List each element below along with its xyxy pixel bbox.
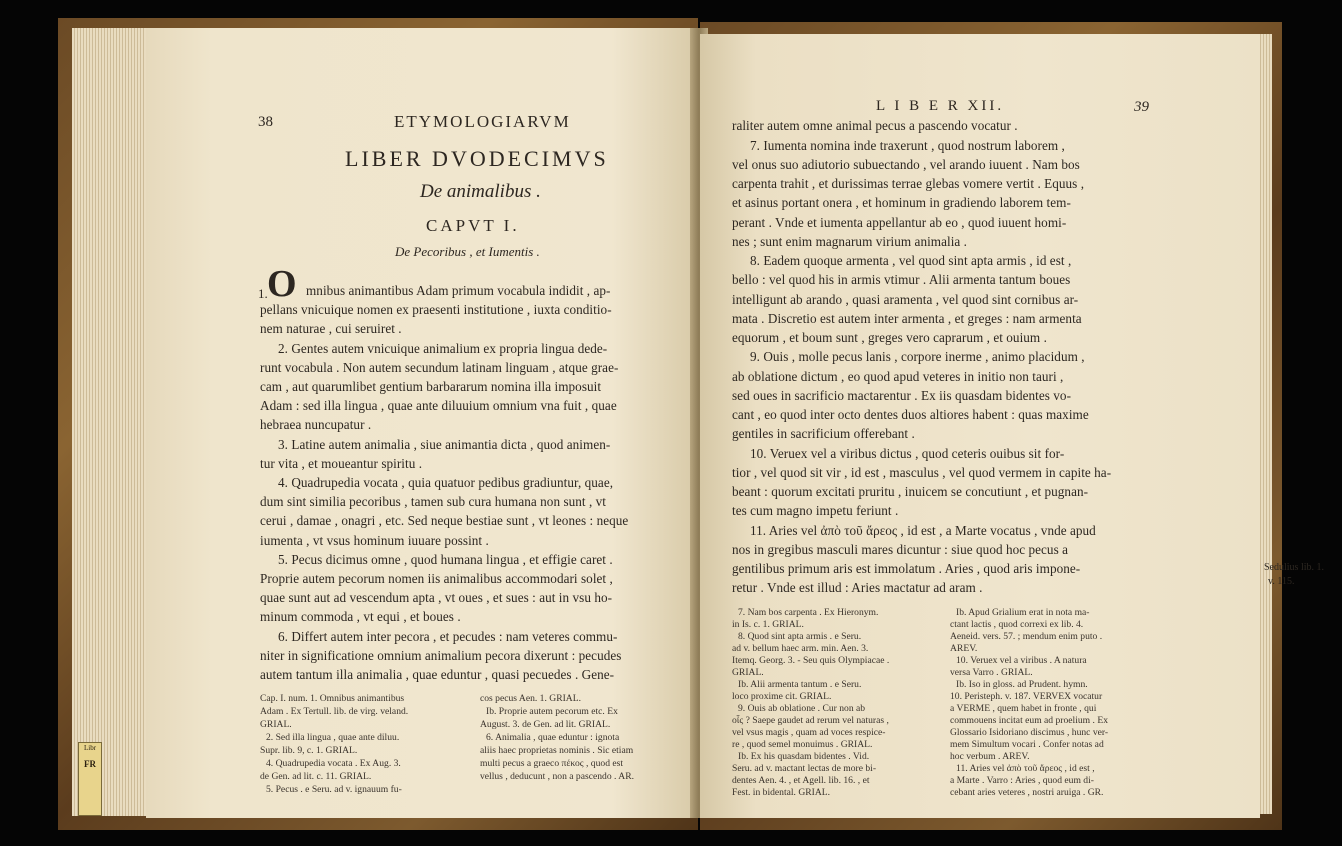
body-line: tur vita , et moueantur spiritu .	[260, 456, 423, 471]
left-page	[146, 28, 694, 818]
body-line: nem naturae , cui seruiret .	[260, 321, 402, 336]
body-line: retur . Vnde est illud : Aries mactatur ad aram .	[732, 580, 983, 595]
body-line: Proprie autem pecorum nomen iis animalibus accommodari solet ,	[260, 571, 613, 586]
body-line: 8. Eadem quoque armenta , vel quod sint apta armis , id est ,	[750, 253, 1072, 268]
body-line: 3. Latine autem animalia , siue animantia dicta , quod animen-	[278, 437, 611, 452]
footnote-line: vellus , deducunt , non a pascendo . AR.	[480, 771, 635, 782]
body-line: runt vocabula . Non autem secundum latinam linguam , atque grae-	[260, 360, 619, 375]
body-line: gentilibus primum aris est immolatum . Aries , quod aris impone-	[732, 561, 1081, 576]
body-line: niter in significatione omnium animalium pecora dixerunt : pecudes	[260, 648, 622, 663]
body-line: nes ; sunt enim magnarum virium animalia .	[732, 234, 968, 249]
section-number-1: 1.	[258, 286, 268, 301]
footnote-line: GRIAL.	[260, 719, 292, 730]
footnote-line: Aeneid. vers. 57. ; mendum enim puto .	[950, 631, 1103, 642]
body-line: beant : quorum excitati pruritu , inuicem se concutiunt , et pugnan-	[732, 484, 1089, 499]
footnote-line: cos pecus Aen. 1. GRIAL.	[480, 693, 581, 704]
running-head: L I B E R XII.	[876, 98, 1005, 114]
body-line: iumenta , vt vsus hominum iuuare possint .	[260, 533, 489, 548]
body-line: 6. Differt autem inter pecora , et pecudes : nam veteres commu-	[278, 629, 618, 644]
footnote-line: multi pecus a graeco πέκος , quod est	[480, 758, 624, 769]
body-line: 7. Iumenta nomina inde traxerunt , quod nostrum laborem ,	[750, 138, 1065, 153]
page-number: 39	[1134, 99, 1149, 115]
body-line: perant . Vnde et iumenta appellantur ab eo , quod iuuent homi-	[732, 215, 1067, 230]
body-line: 4. Quadrupedia vocata , quia quatuor pedibus gradiuntur, quae,	[278, 475, 614, 490]
footnote-line: AREV.	[950, 643, 978, 654]
body-line: vel onus suo adiutorio subuectando , vel arando iuuent . Nam bos	[732, 157, 1080, 172]
footnote-line: 8. Quod sint apta armis . e Seru.	[738, 631, 862, 642]
footnote-line: 11. Aries vel ἀπὸ τοῦ ἄρεος , id est ,	[956, 763, 1095, 774]
footnote-line: loco proxime cit. GRIAL.	[732, 691, 832, 702]
footnote-line: Ib. Proprie autem pecorum etc. Ex	[486, 706, 618, 717]
body-line: tes cum magno impetu feriunt .	[732, 503, 899, 518]
footnote-line: 6. Animalia , quae eduntur : ignota	[486, 732, 620, 743]
body-line: bello : vel quod his in armis vtimur . Alii armenta tantum boues	[732, 272, 1071, 287]
footnote-line: cebant aries veteres , nostri aruiga . GR.	[950, 787, 1104, 798]
footnote-line: re , quod semel monuimus . GRIAL.	[732, 739, 873, 750]
body-line: dum sint similia pecoribus , tamen sub cura humana non sunt , vt	[260, 494, 607, 509]
footnote-line: 10. Veruex vel a viribus . A natura	[956, 655, 1087, 666]
footnote-line: commouens incitat eum ad proelium . Ex	[950, 715, 1108, 726]
body-line: sed oues in sacrificio mactarentur . Ex iis quasdam bidentes vo-	[732, 388, 1072, 403]
body-line: equorum , et boum sunt , greges vero caprarum , et ouium .	[732, 330, 1047, 345]
body-line: 11. Aries vel ἀπὸ τοῦ ἄρεος , id est , a Marte vocatus , vnde apud	[750, 523, 1096, 538]
body-line: 2. Gentes autem vnicuique animalium ex propria lingua dede-	[278, 341, 608, 356]
body-line: mata . Discretio est autem inter armenta , et greges : nam armenta	[732, 311, 1082, 326]
footnote-line: οἶς ? Saepe gaudet ad rerum vel naturas ,	[732, 715, 889, 726]
footnote-line: ctant lactis , quod correxi ex lib. 4.	[950, 619, 1084, 630]
margin-note-line: v. 115.	[1268, 576, 1295, 587]
footnote-line: 7. Nam bos carpenta . Ex Hieronym.	[738, 607, 879, 618]
footnote-line: 5. Pecus . e Seru. ad v. ignauum fu-	[266, 784, 402, 795]
left-page-edges	[72, 28, 148, 816]
footnote-line: Fest. in bidental. GRIAL.	[732, 787, 831, 798]
body-line: 5. Pecus dicimus omne , quod humana lingua , et effigie caret .	[278, 552, 613, 567]
footnote-line: Adam . Ex Tertull. lib. de virg. veland.	[260, 706, 409, 717]
body-line: cam , aut quarumlibet gentium barbararum nomina illa imposuit	[260, 379, 602, 394]
footnote-line: 2. Sed illa lingua , quae ante diluu.	[266, 732, 400, 743]
body-line: minum commoda , vt equi , et boues .	[260, 609, 461, 624]
chapter-title: CAPVT I.	[426, 216, 520, 235]
footnote-line: Ib. Apud Grialium erat in nota ma-	[956, 607, 1090, 618]
body-line: pellans vnicuique nomen ex praesenti institutione , iuxta conditio-	[260, 302, 612, 317]
body-line: Adam : sed illa lingua , quae ante diluuium omnium vna fuit , quae	[260, 398, 617, 413]
footnote-line: Supr. lib. 9, c. 1. GRIAL.	[260, 745, 358, 756]
footnote-line: Ib. Ex his quasdam bidentes . Vid.	[738, 751, 870, 762]
footnote-line: mem Simultum vocari . Confer notas ad	[950, 739, 1104, 750]
footnote-line: dentes Aen. 4. , et Agell. lib. 16. , et	[732, 775, 870, 786]
library-label-line-2: FR	[84, 759, 96, 769]
library-label-line-1: Libr	[83, 744, 97, 752]
body-line: mnibus animantibus Adam primum vocabula indidit , ap-	[306, 283, 611, 298]
footnote-line: ad v. bellum haec arm. min. Aen. 3.	[732, 643, 869, 654]
body-line: gentiles in sacrificium offerebant .	[732, 426, 915, 441]
body-line: et asinus portant onera , et hominum in gradiendo laborem tem-	[732, 195, 1071, 210]
footnote-line: versa Varro . GRIAL.	[950, 667, 1033, 678]
footnote-line: hoc verbum . AREV.	[950, 751, 1030, 762]
footnote-line: Itemq. Georg. 3. - Seu quis Olympiacae .	[732, 655, 890, 666]
body-line: nos in gregibus masculi mares dicuntur : siue quod hoc pecus a	[732, 542, 1069, 557]
footnote-line: Glossario Isidoriano discimus , hunc ver-	[950, 727, 1109, 738]
margin-note-line: Sedulius lib. 1.	[1264, 562, 1325, 573]
body-line: raliter autem omne animal pecus a pascendo vocatur .	[732, 118, 1018, 133]
footnote-line: aliis haec proprietas nominis . Sic etiam	[480, 745, 634, 756]
body-line: quae sunt aut ad vescendum apta , vt oues , et sues : aut in vsu ho-	[260, 590, 613, 605]
footnote-line: Ib. Iso in gloss. ad Prudent. hymn.	[956, 679, 1088, 690]
body-line: cant , eo quod inter octo dentes duos altiores habent : quas maxime	[732, 407, 1089, 422]
footnote-line: de Gen. ad lit. c. 11. GRIAL.	[260, 771, 372, 782]
running-head: ETYMOLOGIARVM	[394, 112, 571, 131]
footnote-line: 9. Ouis ab oblatione . Cur non ab	[738, 703, 866, 714]
body-line: cerui , damae , onagri , etc. Sed neque bestiae sunt , vt leones : neque	[260, 513, 629, 528]
footnote-line: Ib. Alii armenta tantum . e Seru.	[738, 679, 862, 690]
page-number: 38	[258, 114, 273, 130]
footnote-line: a VERME , quem habet in fronte , qui	[950, 703, 1097, 714]
body-line: 9. Ouis , molle pecus lanis , corpore inerme , animo placidum ,	[750, 349, 1085, 364]
footnote-line: a Marte . Varro : Aries , quod eum di-	[950, 775, 1094, 786]
drop-cap: O	[267, 263, 297, 305]
footnote-line: Seru. ad v. mactant lectas de more bi-	[732, 763, 877, 774]
library-label	[78, 742, 102, 816]
body-line: tior , vel quod sit vir , id est , masculus , vel quod vermem in capite ha-	[732, 465, 1112, 480]
body-line: ab oblatione dictum , eo quod apud veteres in initio non tauri ,	[732, 369, 1064, 384]
footnote-line: 10. Peristeph. v. 187. VERVEX vocatur	[950, 691, 1103, 702]
footnote-line: August. 3. de Gen. ad lit. GRIAL.	[480, 719, 611, 730]
body-line: carpenta trahit , et durissimas terrae glebas vomere vertit . Equus ,	[732, 176, 1085, 191]
body-line: hebraea nuncupatur .	[260, 417, 372, 432]
right-page-edges	[1258, 34, 1272, 814]
chapter-subtitle: De Pecoribus , et Iumentis .	[395, 244, 540, 259]
footnote-line: Cap. I. num. 1. Omnibus animantibus	[260, 693, 405, 704]
footnote-line: 4. Quadrupedia vocata . Ex Aug. 3.	[266, 758, 401, 769]
footnote-line: vel vsus magis , quam ad voces respice-	[732, 727, 886, 738]
book-subtitle: De animalibus .	[420, 181, 541, 202]
footnote-line: in Is. c. 1. GRIAL.	[732, 619, 804, 630]
body-line: intelligunt ab arando , quasi aramenta , vel quod sint cornibus ar-	[732, 292, 1079, 307]
book-title: LIBER DVODECIMVS	[345, 146, 609, 171]
body-line: 10. Veruex vel a viribus dictus , quod ceteris ouibus sit for-	[750, 446, 1065, 461]
right-page	[700, 34, 1260, 818]
footnote-line: GRIAL.	[732, 667, 764, 678]
body-line: autem tantum illa animalia , quae eduntur , quasi pecuedes . Gene-	[260, 667, 615, 682]
